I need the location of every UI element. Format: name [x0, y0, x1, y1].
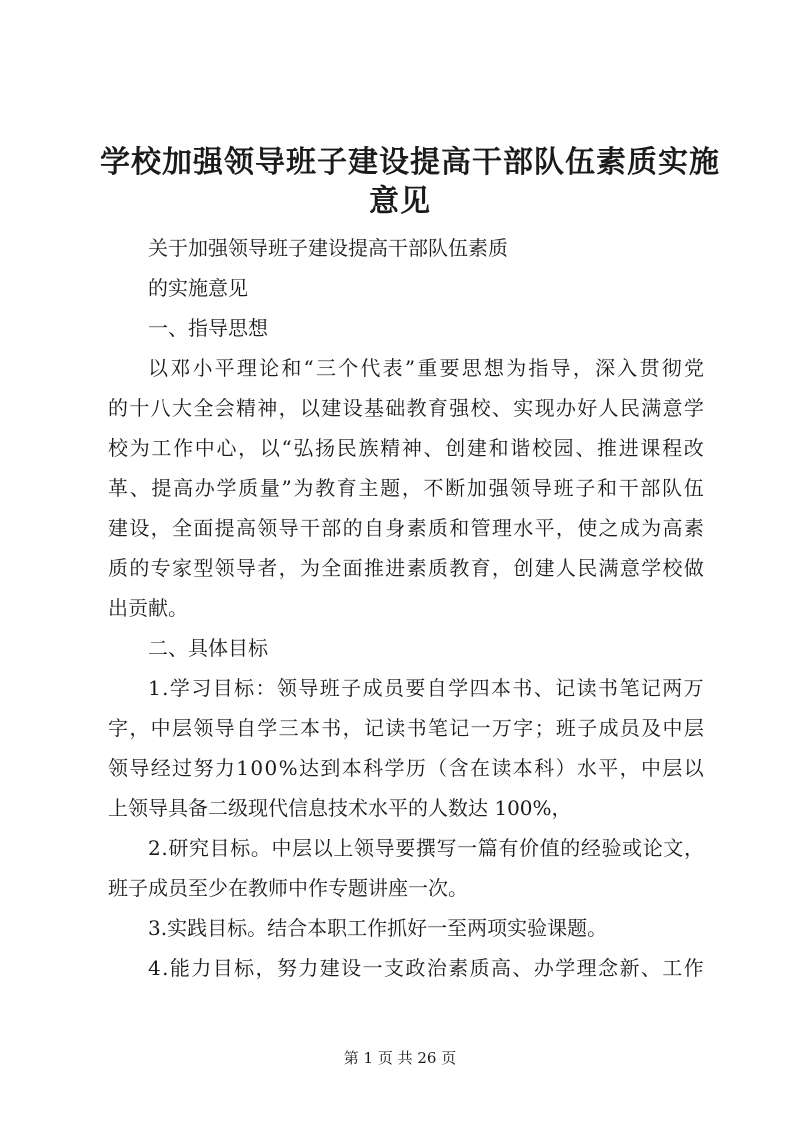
body-line: 1 . 学 习 目 标 ： 领 导 班 子 成 员 要 自 学 四 本 书 、 记 读 书 笔 记 两 万 — [148, 676, 704, 700]
body-line: 二、具体目标 — [148, 636, 268, 660]
body-line: 2 . 研 究 目 标 。 中 层 以 上 领 导 要 撰 写 一 篇 有 价 值 的 经 验 或 论 文 ， — [148, 836, 704, 860]
document-body — [108, 228, 704, 988]
body-line: 校 为 工 作 中 心 ， 以 “ 弘 扬 民 族 精 神 、 创 建 和 谐 校 园 、 推 进 课 程 改 — [108, 436, 704, 460]
body-line: 的实施意见 — [148, 276, 248, 300]
body-line: 领 导 经 过 努 力 1 0 0 % 达 到 本 科 学 历 （ 含 在 读 本 科 ） 水 平 ， 中 层 以 — [108, 756, 704, 780]
document-title-line-1: 学校加强领导班子建设提高干部队伍素质实施 — [100, 145, 720, 180]
body-line: 的 十 八 大 全 会 精 神 ， 以 建 设 基 础 教 育 强 校 、 实 现 办 好 人 民 满 意 学 — [108, 396, 704, 420]
document-title-line-2: 意见 — [369, 184, 431, 219]
body-line: 一、指导思想 — [148, 316, 268, 340]
body-line: 上领导具备二级现代信息技术水平的人数达 100%， — [108, 796, 572, 820]
body-line: 关于加强领导班子建设提高干部队伍素质 — [148, 236, 508, 260]
body-line: 以 邓 小 平 理 论 和 “ 三 个 代 表 ” 重 要 思 想 为 指 导 ， 深 入 贯 彻 党 — [148, 356, 704, 380]
body-line: 建 设 ， 全 面 提 高 领 导 干 部 的 自 身 素 质 和 管 理 水 平 ， 使 之 成 为 高 素 — [108, 516, 704, 540]
body-line: 班子成员至少在教师中作专题讲座一次。 — [108, 876, 468, 900]
page-footer: 第 1 页 共 26 页 — [343, 1049, 457, 1067]
body-line: 革 、 提 高 办 学 质 量 ” 为 教 育 主 题 ， 不 断 加 强 领 导 班 子 和 干 部 队 伍 — [108, 476, 704, 500]
body-line: 4 . 能 力 目 标 ， 努 力 建 设 一 支 政 治 素 质 高 、 办 学 理 念 新 、 工 作 — [148, 956, 704, 980]
body-line: 字 ， 中 层 领 导 自 学 三 本 书 ， 记 读 书 笔 记 一 万 字 ； 班 子 成 员 及 中 层 — [108, 716, 704, 740]
body-line: 出贡献。 — [108, 596, 188, 620]
body-line: 3.实践目标。结合本职工作抓好一至两项实验课题。 — [148, 916, 608, 940]
body-line: 质 的 专 家 型 领 导 者 ， 为 全 面 推 进 素 质 教 育 ， 创 建 人 民 满 意 学 校 做 — [108, 556, 704, 580]
